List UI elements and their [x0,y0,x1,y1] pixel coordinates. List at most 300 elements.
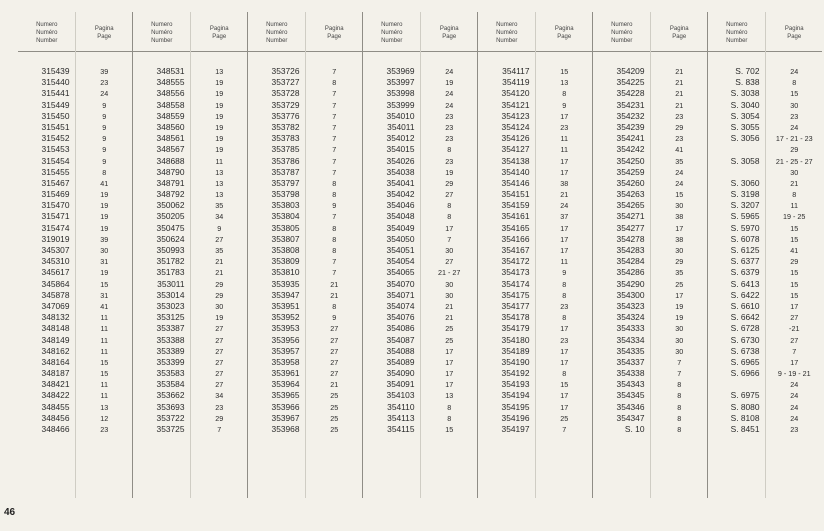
page-cell: 8 [332,246,337,255]
page-cell: 7 [217,425,222,434]
number-cell: 348421 [41,379,70,390]
page-cell: 19 [215,145,224,155]
page-cell: 23 [100,78,109,88]
number-cell: 354038 [386,166,415,177]
number-cell: 315449 [41,99,70,110]
page-cell: 24 [445,89,454,99]
number-cell: 348790 [156,166,185,177]
page-cell: -21 [789,324,800,334]
page-cell: 19 [215,89,224,99]
number-cell: 354290 [616,278,645,289]
number-cell: 348466 [41,424,70,434]
page-cell: 7 [447,234,452,244]
number-cell: 315450 [41,110,70,121]
page-cell: 8 [332,301,337,311]
page-cell: 25 [445,324,454,334]
page-cell: 8 [677,391,682,401]
page-cell: 25 [675,279,684,289]
number-cell: S. 6379 [730,267,760,278]
number-cell: 353807 [271,233,300,244]
number-cell: 348456 [41,412,70,423]
page-cell: 7 [332,145,337,155]
number-cell: 354049 [386,222,415,233]
page-cell: 27 [790,313,799,323]
page-cell: 27 [790,335,799,345]
page-cell: 27 [215,346,224,356]
number-cell: 353725 [156,424,185,434]
number-cell: 353804 [271,211,300,222]
number-cell: 354300 [616,289,645,300]
page-column [651,12,708,498]
page-header: Pagina Page [306,12,362,52]
number-cell: 315440 [41,77,70,88]
page-cell: 17 [445,223,454,233]
number-cell: S. 702 [735,66,760,76]
number-cell: 354161 [501,211,530,222]
page-cell: 15 [100,369,109,379]
page-cell: 17 - 21 - 23 [775,134,813,144]
number-cell: S. 8080 [730,401,760,412]
page-cell: 19 [445,78,454,88]
number-cell: 353023 [156,300,185,311]
number-cell: 351783 [156,267,185,278]
page-cell: 8 [332,190,337,200]
number-cell: 354177 [501,300,530,311]
page-cell: 38 [560,178,569,188]
page-cell: 30 [790,100,799,110]
number-cell: 354048 [386,211,415,222]
number-cell: 348791 [156,177,185,188]
number-cell: 348132 [41,312,70,323]
number-cell: 354225 [616,77,645,88]
page-column [306,12,363,498]
page-header: Pagina Page [191,12,247,52]
number-cell: S. 3058 [730,155,760,166]
page-cell: 30 [675,246,684,255]
page-cell: 41 [100,178,109,188]
number-cell: S. 6377 [730,256,760,267]
number-cell: 354189 [501,345,530,356]
page-cell: 30 [100,246,109,255]
page-cell: 7 [332,89,337,99]
page-cell: 21 [445,301,454,311]
page-cell: 8 [332,223,337,233]
number-cell: 351782 [156,256,185,267]
number-cell: 348558 [156,99,185,110]
number-cell: 354334 [616,334,645,345]
page-cell: 21 - 25 - 27 [775,156,813,166]
page-cell: 25 [330,391,339,401]
page-cell: 17 [560,324,569,334]
number-cell: 354113 [387,412,415,423]
page-cell: 27 [330,335,339,345]
number-cell: 354091 [386,379,415,390]
number-cell: 354241 [616,133,645,144]
number-cell: 353776 [271,110,300,121]
page-cell: 8 [562,89,567,99]
page-cell: 30 [445,246,454,255]
number-cell: 354242 [616,144,645,155]
page-cell: 11 [560,257,568,267]
page-cell: 9 [102,122,107,132]
number-cell: 353957 [271,345,300,356]
number-cell: 353389 [156,345,185,356]
page-column [536,12,593,498]
number-cell: 353399 [156,356,185,367]
number-cell: 354286 [616,267,645,278]
number-cell: 354250 [616,155,645,166]
number-cell: 354010 [386,110,415,121]
number-cell: 354090 [386,368,415,379]
page-cell: 7 [332,156,337,166]
page-cell: 8 [447,413,452,423]
number-cell: 353997 [386,77,415,88]
number-cell: S. 6125 [730,245,760,255]
page-cell: 29 [675,257,684,267]
page-cell: 15 [100,357,109,367]
number-column [593,12,651,498]
number-cell: 345864 [41,278,70,289]
number-cell: 354197 [501,424,530,434]
number-cell: S. 6610 [730,300,760,311]
number-cell: 354346 [616,401,645,412]
page-cell: 11 [100,346,108,356]
number-cell: 350993 [156,245,185,255]
number-cell: 353967 [271,412,300,423]
page-cell: 17 [675,223,684,233]
number-cell: 354337 [616,356,645,367]
number-cell: 354070 [386,278,415,289]
page-cell: 25 [560,413,569,423]
page-cell: 21 - 27 [438,268,461,278]
number-cell: S. 6422 [730,289,760,300]
number-cell: S. 6413 [730,278,760,289]
page-cell: 9 [562,268,567,278]
page-cell: 27 [330,324,339,334]
number-cell: 354347 [616,412,645,423]
page-cell: 17 [445,346,454,356]
number-cell: 354166 [501,233,530,244]
page-cell: 9 - 19 - 21 [777,369,811,379]
number-cell: 348559 [156,110,185,121]
number-cell: 348555 [156,77,185,88]
number-cell: 354110 [387,401,415,412]
number-cell: 354138 [501,155,530,166]
page-cell: 7 [562,425,567,434]
number-cell: 354239 [616,121,645,132]
page-cell: 9 [102,145,107,155]
page-cell: 23 [675,111,684,121]
number-cell: 354088 [386,345,415,356]
page-cell: 17 [560,111,569,121]
number-cell: 353388 [156,334,185,345]
page-cell: 27 [445,257,454,267]
page-cell: 19 [100,201,109,211]
number-cell: 315474 [41,222,70,233]
page-cell: 19 [215,313,224,323]
number-cell: 348148 [41,323,70,334]
page-cell: 30 [215,301,224,311]
number-cell: S. 8451 [730,424,760,434]
page-cell: 9 [102,111,107,121]
number-cell: 348162 [41,345,70,356]
page-cell: 25 [330,402,339,412]
page-column [421,12,478,498]
number-column [133,12,191,498]
number-cell: 348567 [156,144,185,155]
page-cell: 30 [445,290,454,300]
number-cell: 354086 [386,323,415,334]
page-cell: 8 [102,167,107,177]
number-cell: 348531 [156,66,185,76]
page-cell: 13 [215,178,224,188]
page-cell: 21 [445,313,454,323]
number-cell: 354192 [501,368,530,379]
number-cell: S. 3040 [730,99,760,110]
page-cell: 24 [790,413,799,423]
page-cell: 9 [102,134,107,144]
number-cell: 354277 [616,222,645,233]
page-cell: 27 [215,357,224,367]
number-cell: 354051 [386,245,415,255]
number-cell: 353125 [156,312,185,323]
page-cell: 7 [677,357,682,367]
number-cell: 345878 [41,289,70,300]
page-cell: 27 [215,324,224,334]
page-cell: 39 [100,67,109,76]
page-cell: 24 [560,201,569,211]
page-cell: 8 [562,290,567,300]
number-cell: 353693 [156,401,185,412]
number-cell: 353968 [271,424,300,434]
number-cell: 353726 [271,66,300,76]
page-cell: 8 [677,425,682,434]
number-cell: 354127 [501,144,530,155]
number-cell: 353786 [271,155,300,166]
number-cell: 354335 [616,345,645,356]
page-cell: 17 [560,346,569,356]
number-cell: 354026 [386,155,415,166]
number-cell: S. 6966 [730,368,760,379]
number-cell: 354074 [386,300,415,311]
page-cell: 11 [100,313,108,323]
page-cell: 38 [675,234,684,244]
page-cell: 23 [445,122,454,132]
number-cell: 354011 [387,121,415,132]
number-column [248,12,306,498]
page-cell: 17 [560,167,569,177]
page-cell: 24 [675,167,684,177]
number-cell: 353956 [271,334,300,345]
number-cell: S. 3207 [730,200,760,211]
number-cell: 354046 [386,200,415,211]
page-cell: 21 [790,178,799,188]
page-cell: 17 [560,234,569,244]
page-cell: 13 [100,402,109,412]
page-cell: 8 [447,145,452,155]
page-header: Pagina Page [76,12,132,52]
number-cell: 354196 [501,412,530,423]
page-cell: 15 [675,190,684,200]
number-cell: 353958 [271,356,300,367]
number-column [708,12,766,498]
number-cell: 348164 [41,356,70,367]
number-cell: 354012 [386,133,415,144]
page-cell: 9 [332,201,337,211]
page-cell: 30 [675,201,684,211]
page-cell: 29 [790,145,799,155]
number-cell: 353965 [271,390,300,401]
page-cell: 23 [790,111,799,121]
number-cell: 354195 [501,401,530,412]
number-cell: 353797 [271,177,300,188]
number-cell: 354260 [616,177,645,188]
page-cell: 8 [792,190,797,200]
page-cell: 27 [215,369,224,379]
number-cell: 315452 [41,133,70,144]
number-cell: S. 6078 [730,233,760,244]
number-cell: S. 3060 [730,177,760,188]
number-cell: S. 3038 [730,88,760,99]
page-cell: 24 [790,402,799,412]
page-cell: 31 [100,257,109,267]
number-cell: 353727 [271,77,300,88]
page-cell: 23 [560,335,569,345]
page-cell: 7 [332,100,337,110]
page-cell: 13 [215,67,224,76]
number-cell: 315439 [41,66,70,76]
number-cell: 315455 [41,166,70,177]
page-cell: 17 [560,223,569,233]
page-cell: 41 [100,301,109,311]
number-cell: 347069 [41,300,70,311]
page-cell: 27 [215,234,224,244]
number-cell: S. 5965 [730,211,760,222]
number-cell: 353808 [271,245,300,255]
number-header: Numero Numéro Number [248,12,305,52]
page-cell: 30 [790,167,799,177]
page-cell: 12 [100,413,109,423]
page-cell: 27 [330,369,339,379]
page-cell: 24 [445,67,454,76]
page-header: Pagina Page [421,12,477,52]
page-cell: 34 [215,212,224,222]
page-cell: 11 [100,335,108,345]
number-cell [708,379,765,390]
page-cell: 41 [790,246,799,255]
page-cell: 27 [330,346,339,356]
page-cell: 8 [447,212,452,222]
page-cell: 24 [675,178,684,188]
page-cell: 27 [215,335,224,345]
number-cell: 353798 [271,189,300,200]
number-column [478,12,536,498]
number-cell: 315441 [41,88,70,99]
number-header: Numero Numéro Number [708,12,765,52]
number-cell: 354041 [386,177,415,188]
number-cell: 354140 [501,166,530,177]
number-cell: 315471 [41,211,70,222]
page-cell: 15 [790,89,799,99]
number-cell: 353961 [271,368,300,379]
number-cell: S. 6738 [730,345,760,356]
number-cell: 348187 [41,368,70,379]
page-cell: 27 [330,357,339,367]
number-cell: 353803 [271,200,300,211]
number-cell: S. 3055 [730,121,760,132]
page-cell: 21 [560,190,569,200]
page-cell: 30 [675,335,684,345]
number-column [18,12,76,498]
number-cell: 354265 [616,200,645,211]
number-cell: 353785 [271,144,300,155]
number-cell: 354115 [387,424,415,434]
page-header: Pagina Page [651,12,707,52]
number-cell: 354123 [501,110,530,121]
number-cell: 353584 [156,379,185,390]
number-cell: 354050 [386,233,415,244]
page-cell: 8 [562,313,567,323]
page-cell: 35 [675,156,684,166]
page-cell: 29 [215,279,224,289]
number-cell: 354126 [501,133,530,144]
page-cell: 17 [790,357,799,367]
page-cell: 15 [560,67,569,76]
number-cell: 354194 [501,390,530,401]
page-cell: 30 [445,279,454,289]
page-cell: 31 [100,290,109,300]
page-cell: 24 [790,391,799,401]
number-cell: 354167 [501,245,530,255]
number-cell: 354159 [501,200,530,211]
number-cell: 353783 [271,133,300,144]
page-cell: 25 [330,425,339,434]
number-cell: 354119 [502,77,530,88]
page-cell: 19 [215,134,224,144]
page-cell: 21 [675,78,684,88]
number-cell: S. 10 [624,424,645,434]
page-cell: 9 [102,100,107,110]
page-cell: 7 [332,134,337,144]
page-cell: 15 [790,290,799,300]
page-cell: 8 [562,369,567,379]
page-cell: 13 [215,167,224,177]
number-cell: 354190 [501,356,530,367]
number-cell: 354151 [501,189,530,200]
page-cell: 19 [445,167,454,177]
page-cell: 17 [560,246,569,255]
page-cell: 27 [215,380,224,390]
page-cell: 21 [215,257,224,267]
page-cell: 8 [792,78,797,88]
page-cell: 24 [790,122,799,132]
number-cell: 354179 [501,323,530,334]
page-cell: 30 [675,346,684,356]
page-cell: 24 [790,380,799,390]
number-cell: 353722 [156,412,185,423]
number-cell: 354174 [501,278,530,289]
page-cell: 25 [445,335,454,345]
number-cell [708,167,765,178]
number-cell: 354231 [616,99,645,110]
number-cell: 354117 [502,66,530,76]
page-cell: 21 [330,290,339,300]
page-cell: 8 [562,279,567,289]
page-cell: 11 [100,324,108,334]
page-cell: 29 [215,413,224,423]
number-cell: S. 6642 [730,312,760,323]
page-cell: 35 [675,268,684,278]
